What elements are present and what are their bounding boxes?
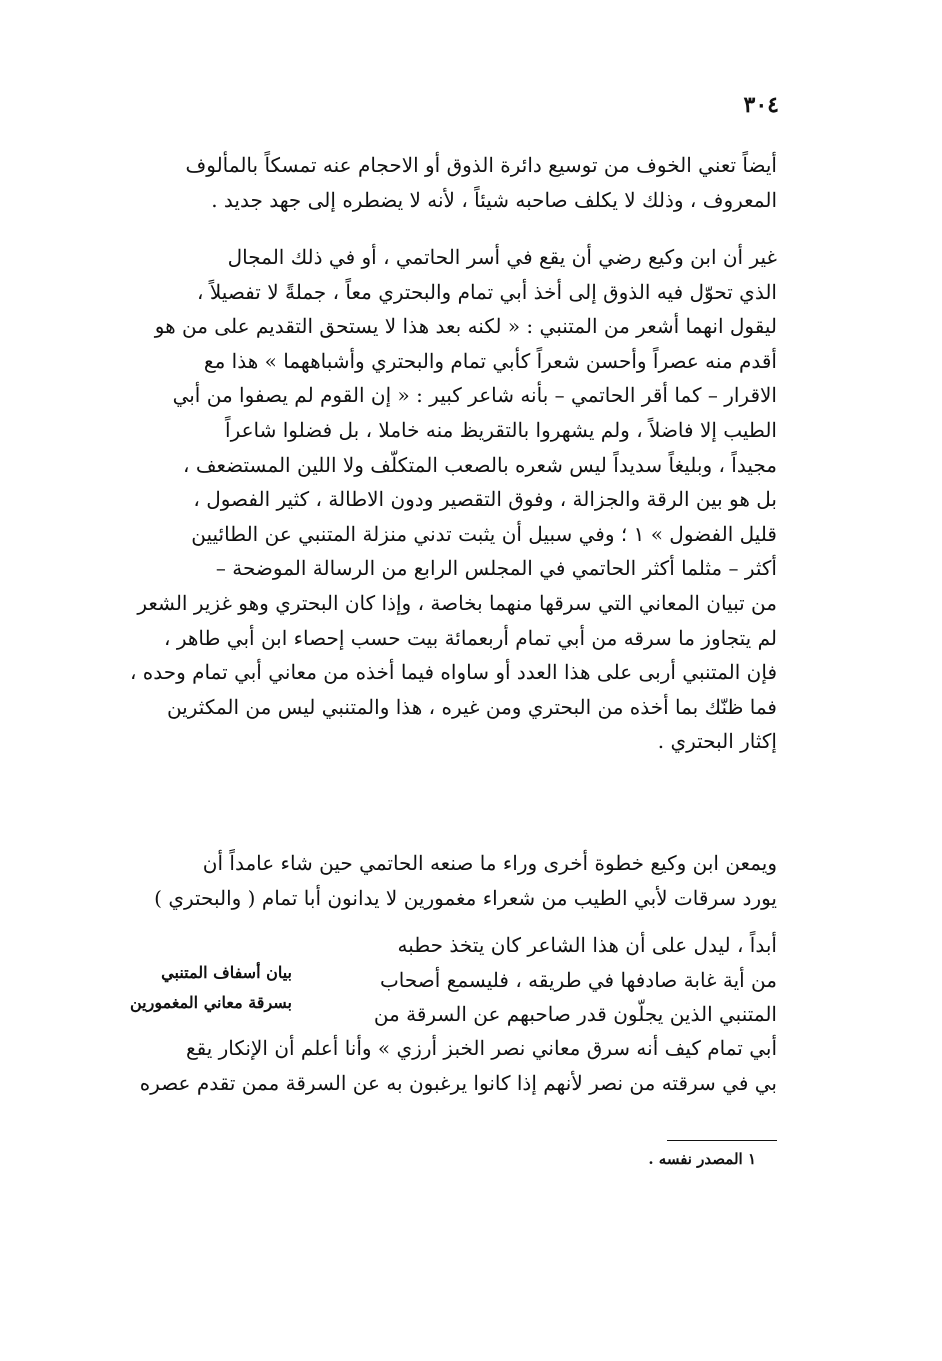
margin-note-line: بسرقة معاني المغمورين	[129, 993, 292, 1012]
footnote: ١ المصدر نفسه .	[648, 1150, 756, 1168]
text-line: قليل الفضول » ١ ؛ وفي سبيل أن يثبت تدني منزلة المتنبي عن الطائيين	[191, 521, 777, 546]
text-line: الطيب إلا فاضلاً ، ولم يشهروا بالتقريظ منه خاملا ، بل فضلوا شاعراً	[225, 417, 777, 442]
text-line: الاقرار – كما أقر الحاتمي – بأنه شاعر كبير : « إن القوم لم يصفوا من أبي	[172, 383, 777, 408]
margin-note	[112, 958, 292, 1018]
text-line: أبداً ، ليدل على أن هذا الشاعر كان يتخذ حطبه	[397, 933, 777, 957]
text-line: الذي تحوّل فيه الذوق إلى أخذ أبي تمام والبحتري معاً ، جملةً لا تفصيلاً ،	[197, 279, 777, 304]
text-line: المعروف ، وذلك لا يكلف صاحبه شيئاً ، لأنه لا يضطره إلى جهد جديد .	[211, 187, 777, 212]
text-line: ويمعن ابن وكيع خطوة أخرى وراء ما صنعه الحاتمي حين شاء عامداً أن	[202, 851, 777, 875]
text-line: مجيداً ، وبليغاً سديداً ليس شعره بالصعب المتكلّف ولا اللين المستضعف ،	[183, 452, 777, 477]
text-line: من تبيان المعاني التي سرقها منهما بخاصة ، وإذا كان البحتري وهو غزير الشعر	[137, 590, 777, 615]
page-number: ٣٠٤	[743, 92, 779, 118]
text-line: ليقول انهما أشعر من المتنبي : « لكنه بعد هذا لا يستحق التقديم على من هو	[154, 314, 777, 339]
paragraph-2	[105, 240, 777, 759]
text-line: أبي تمام كيف أنه سرق معاني نصر الخبز أرزي » وأنا أعلم أن الإنكار يقع	[185, 1036, 777, 1060]
text-line: فما ظنّك بما أخذه من البحتري ومن غيره ، هذا والمتنبي ليس من المكثرين	[166, 694, 777, 719]
text-line: بي في سرقته من نصر لأنهم إذا كانوا يرغبون به عن السرقة ممن تقدم عصره	[139, 1070, 777, 1095]
paragraph-1	[105, 148, 777, 217]
margin-note-line: بيان أسفاف المتنبي	[161, 963, 292, 982]
text-line: أقدم منه عصراً وأحسن شعراً كأبي تمام والبحتري وأشباههما » هذا مع	[203, 348, 777, 373]
text-line: غير أن ابن وكيع رضي أن يقع في أسر الحاتمي ، أو في ذلك المجال	[227, 245, 777, 269]
paragraph-3	[105, 846, 777, 915]
text-line: بل هو بين الرقة والجزالة ، وفوق التقصير ودون الاطالة ، كثير الفصول ،	[193, 487, 777, 512]
text-line: المتنبي الذين يجلّون قدر صاحبهم عن السرقة من	[373, 1002, 777, 1027]
text-line: أكثر – مثلما أكثر الحاتمي في المجلس الرابع من الرسالة الموضحة –	[215, 556, 777, 581]
paragraph-3-narrow	[363, 928, 777, 1032]
text-line: لم يتجاوز ما سرقه من أبي تمام أربعمائة بيت حسب إحصاء ابن أبي طاهر ،	[164, 625, 777, 650]
paragraph-3-end	[105, 1031, 777, 1100]
footnote-divider	[667, 1140, 777, 1141]
text-line: من أية غابة صادفها في طريقه ، فليسمع أصحاب	[379, 967, 777, 992]
text-line: فإن المتنبي أربى على هذا العدد أو ساواه فيما أخذه من معاني أبي تمام وحده ،	[129, 660, 777, 685]
text-line: إكثار البحتري .	[657, 729, 777, 754]
text-line: أيضاً تعني الخوف من توسيع دائرة الذوق أو الاحجام عنه تمسكاً بالمألوف	[185, 153, 777, 177]
text-line: يورد سرقات لأبي الطيب من شعراء مغمورين لا يدانون أبا تمام ( والبحتري )	[154, 885, 777, 910]
